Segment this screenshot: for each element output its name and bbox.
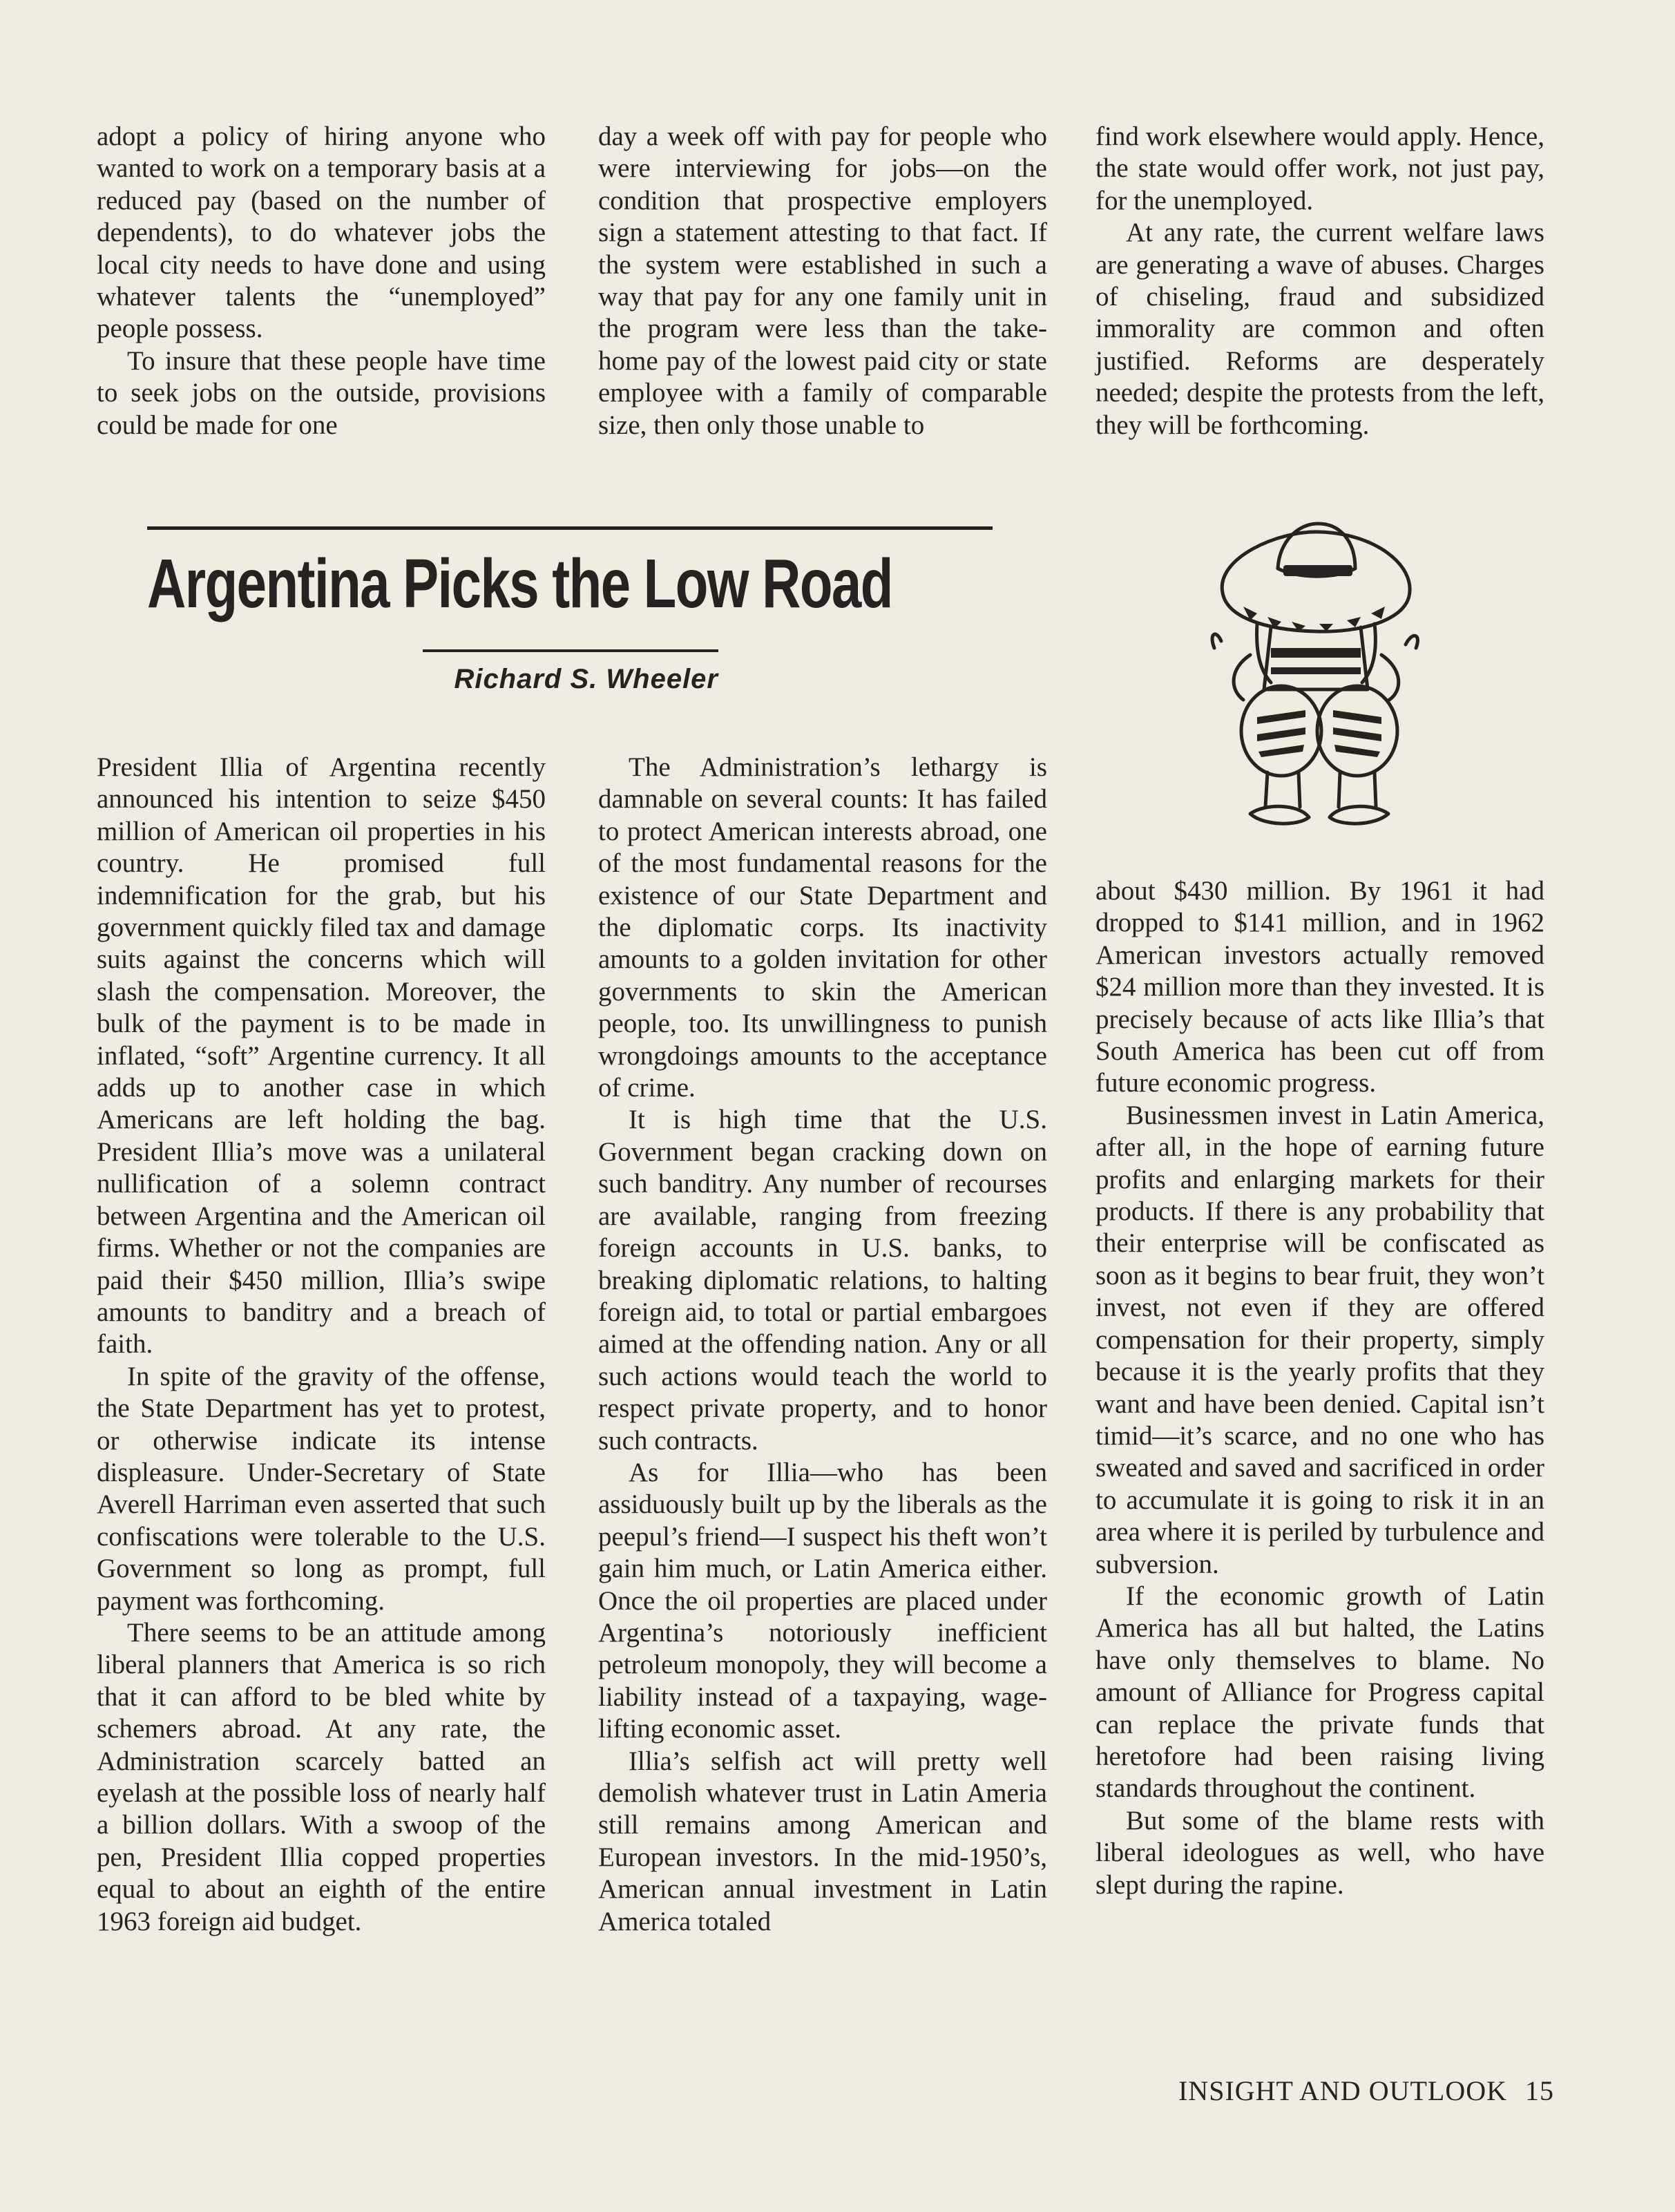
headline-rule (147, 526, 993, 530)
publication-name: INSIGHT AND OUTLOOK (1178, 2075, 1507, 2106)
paragraph: In spite of the gravity of the offense, the State Department has yet to protest, or otherwise indicate its intense displeasure. Under-Secretary of State Averell Harriman even asserted that such confiscations were tolerable to the U.S. Government so long as prompt, full payment was forthcoming. (97, 1361, 546, 1616)
paragraph: President Illia of Argentina recently announced his intention to seize $450 million of American oil properties in his country. He promised full indemnification for the grab, but his government quickly filed tax and damage suits against the concerns which will slash the compensation. Moreover, the bulk of the payment is to be made in inflated, “soft” Argentine currency. It all adds up to another case in which Americans are left holding the bag. President Illia’s move was a unilateral nullification of a solemn contract between Argentina and the American oil firms. Whether or not the companies are paid their $450 million, Illia’s swipe amounts to banditry and a breach of faith. (97, 752, 546, 1360)
paragraph: There seems to be an attitude among liberal planners that America is so rich that it can afford to be bled white by schemers abroad. At any rate, the Administration scarcely batted an eyelash at the possible loss of nearly half a billion dollars. With a swoop of the pen, President Illia copped properties equal to about an eighth of the entire 1963 foreign aid budget. (97, 1617, 546, 1936)
article-column-right (1095, 875, 1544, 1901)
sombrero-figure-cartoon-icon (1202, 510, 1430, 841)
article-column-middle (598, 752, 1047, 1938)
page-number: 15 (1525, 2075, 1554, 2106)
top-column-middle (598, 121, 1047, 441)
paragraph: Businessmen invest in Latin America, after all, in the hope of earning future profits and enlarging markets for their products. If there is any probability that their enterprise will be confiscated as soon as it begins to bear fruit, they won’t invest, not even if they are offered compensation for their property, simply because it is the yearly profits that they want and have been denied. Capital isn’t timid—it’s scarce, and no one who has sweated and saved and sacrificed in order to accumulate it is going to risk it in an area where it is periled by turbulence and subversion. (1095, 1100, 1544, 1579)
paragraph: At any rate, the current welfare laws are generating a wave of abuses. Charges of chiseling, fraud and subsidized immorality are common and often justified. Reforms are desperately needed; despite the protests from the left, they will be forthcoming. (1095, 218, 1544, 440)
article-headline: Argentina Picks the Low Road (147, 545, 892, 622)
paragraph: But some of the blame rests with liberal ideologues as well, who have slept during the rapine. (1095, 1805, 1544, 1900)
paragraph: If the economic growth of Latin America has all but halted, the Latins have only themselves to blame. No amount of Alliance for Progress capital can replace the private funds that heretofore had been raising living standards throughout the continent. (1095, 1581, 1544, 1804)
paragraph: Illia’s selfish act will pretty well demolish whatever trust in Latin Ameria still remains among American and European investors. In the mid-1950’s, American annual investment in Latin America totaled (598, 1746, 1047, 1936)
paragraph: adopt a policy of hiring anyone who wanted to work on a temporary basis at a reduced pay (based on the number of dependents), to do whatever jobs the local city needs to have done and using whatever talents the “unemployed” people possess. (97, 122, 546, 344)
paragraph: To insure that these people have time to seek jobs on the outside, provisions could be made for one (97, 345, 546, 440)
top-column-right (1095, 121, 1544, 441)
byline-rule (423, 649, 718, 652)
page-footer (1105, 2074, 1554, 2108)
paragraph: about $430 million. By 1961 it had dropped to $141 million, and in 1962 American investors actually removed $24 million more than they invested. It is precisely because of acts like Illia’s that South America has been cut off from future economic progress. (1095, 876, 1544, 1098)
article-column-left (97, 752, 546, 1938)
paragraph: day a week off with pay for people who were interviewing for jobs—on the condition that prospective employers sign a statement attesting to that fact. If the system were established in such a way that pay for any one family unit in the program were less than the take-home pay of the lowest paid city or state employee with a family of comparable size, then only those unable to (598, 122, 1047, 440)
paragraph: As for Illia—who has been assiduously built up by the liberals as the peepul’s friend—I suspect his theft won’t gain him much, or Latin America either. Once the oil properties are placed under Argentina’s notoriously inefficient petroleum monopoly, they will become a liability instead of a taxpaying, wage-lifting economic asset. (598, 1457, 1047, 1744)
paragraph: The Administration’s lethargy is damnable on several counts: It has failed to protect American interests abroad, one of the most fundamental reasons for the existence of our State Department and the diplomatic corps. Its inactivity amounts to a golden invitation for other governments to skin the American people, too. Its unwillingness to punish wrongdoings amounts to the acceptance of crime. (598, 752, 1047, 1103)
article-byline: Richard S. Wheeler (454, 664, 718, 694)
top-column-left (97, 121, 546, 441)
paragraph: find work elsewhere would apply. Hence, the state would offer work, not just pay, for the unemployed. (1095, 122, 1544, 216)
paragraph: It is high time that the U.S. Government began cracking down on such banditry. Any number of recourses are available, ranging from freezing foreign accounts in U.S. banks, to breaking diplomatic relations, to halting foreign aid, to total or partial embargoes aimed at the offending nation. Any or all such actions would teach the world to respect private property, and to honor such contracts. (598, 1105, 1047, 1456)
